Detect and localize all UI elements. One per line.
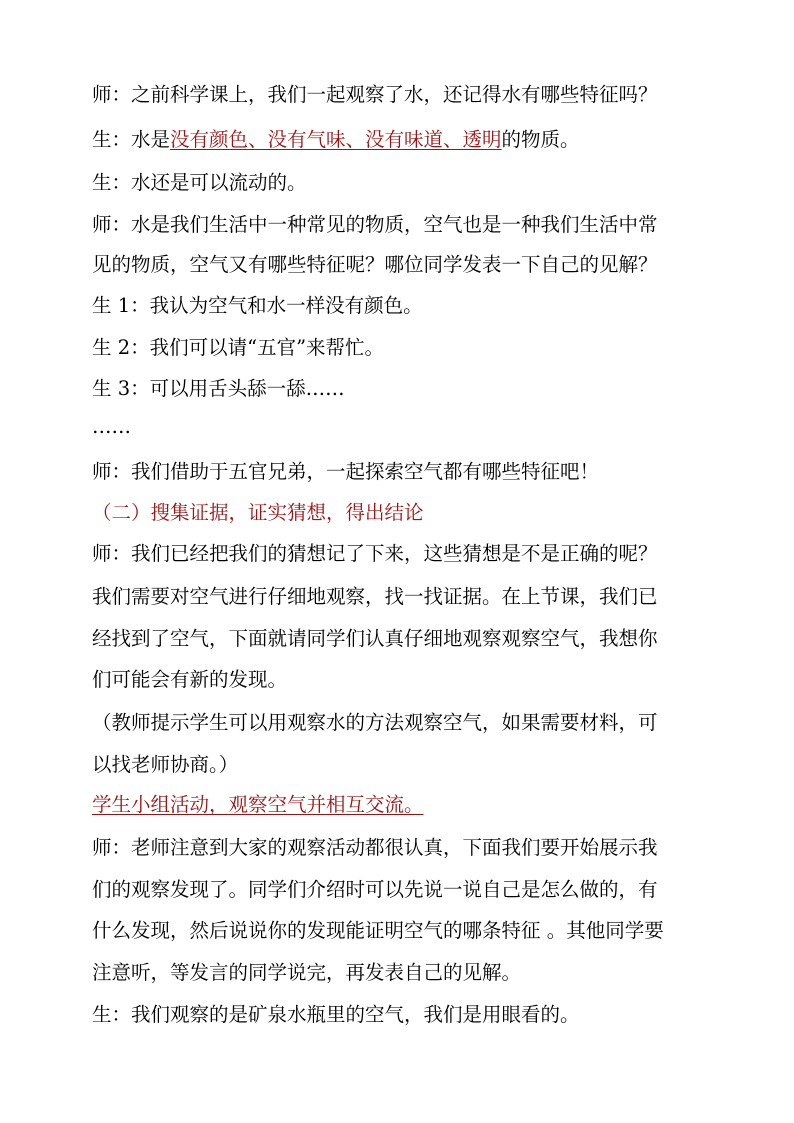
- paragraph-line: 生：我们观察的是矿泉水瓶里的空气，我们是用眼看的。: [92, 1003, 580, 1026]
- paragraph-line: 生 3：可以用舌头舔一舔……: [92, 377, 345, 400]
- paragraph-line: 师：水是我们生活中一种常见的物质，空气也是一种我们生活中常: [92, 213, 658, 236]
- paragraph-line: 生 1：我认为空气和水一样没有颜色。: [92, 294, 423, 317]
- activity-note: 学生小组活动，观察空气并相互交流。: [92, 793, 424, 816]
- paragraph-line: 我们需要对空气进行仔细地观察，找一找证据。在上节课，我们已: [92, 585, 658, 608]
- paragraph-line: 师：我们已经把我们的猜想记了下来，这些猜想是不是正确的呢？: [92, 542, 658, 565]
- paragraph-line: 们的观察发现了。同学们介绍时可以先说一说自己是怎么做的，有: [92, 878, 658, 901]
- highlighted-phrase: 没有颜色、没有气味、没有味道、透明: [170, 128, 502, 151]
- paragraph-line: （教师提示学生可以用观察水的方法观察空气，如果需要材料，可: [92, 711, 658, 734]
- section-heading: （二）搜集证据，证实猜想，得出结论: [92, 501, 424, 524]
- paragraph-line: 师：老师注意到大家的观察活动都很认真，下面我们要开始展示我: [92, 836, 658, 859]
- paragraph-line: 们可能会有新的发现。: [92, 668, 288, 691]
- paragraph-line: 师：我们借助于五官兄弟，一起探索空气都有哪些特征吧！: [92, 460, 600, 483]
- line-suffix: 的物质。: [501, 128, 580, 151]
- paragraph-line: 生 2：我们可以请“五官”来帮忙。: [92, 336, 385, 359]
- paragraph-line: 注意听，等发言的同学说完，再发表自己的见解。: [92, 961, 522, 984]
- paragraph-line: 什么发现，然后说说你的发现能证明空气的哪条特征 。其他同学要: [92, 919, 664, 942]
- line-prefix: 生：水是: [92, 128, 171, 151]
- paragraph-line: [92, 127, 580, 153]
- paragraph-line: 见的物质，空气又有哪些特征呢？哪位同学发表一下自己的见解？: [92, 253, 658, 276]
- paragraph-line: 生：水还是可以流动的。: [92, 171, 307, 194]
- paragraph-line: 以找老师协商。）: [92, 753, 239, 776]
- ellipsis-line: ……: [92, 415, 131, 438]
- paragraph-line: 经找到了空气，下面就请同学们认真仔细地观察观察空气，我想你: [92, 627, 658, 650]
- paragraph-line: 师：之前科学课上，我们一起观察了水，还记得水有哪些特征吗？: [92, 83, 658, 106]
